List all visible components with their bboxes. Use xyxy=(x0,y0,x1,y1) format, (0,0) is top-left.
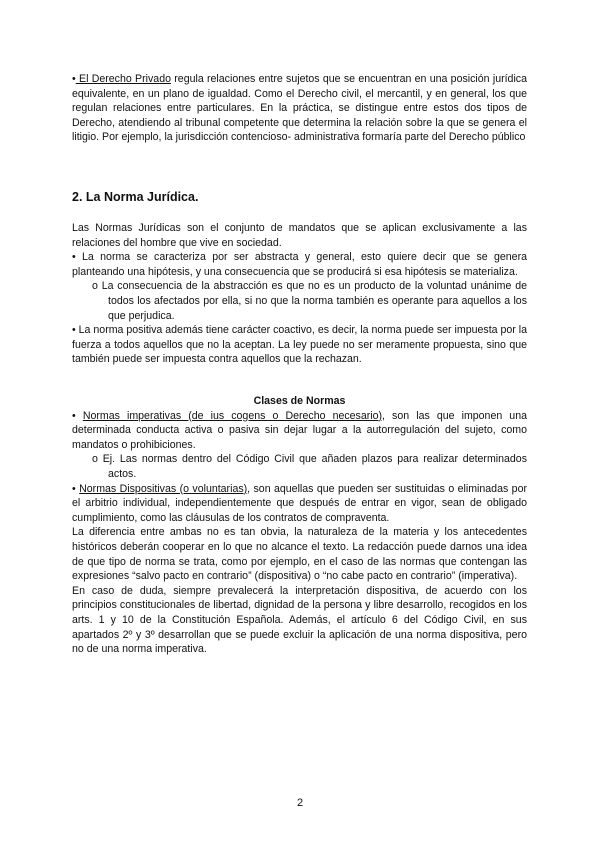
bullet: • xyxy=(72,409,76,422)
bullet-dispositivas xyxy=(72,482,527,526)
bullet: • xyxy=(72,73,76,85)
page-number: 2 xyxy=(296,797,304,809)
dispositivas-text: , son aquellas que pueden ser sustituidas o eliminadas por el arbitrio individual, independientemente que después de entrar en vigor, sean de obligado cumplimiento, como las cláusulas de los contratos de compraventa. xyxy=(72,482,527,524)
derecho-privado-paragraph xyxy=(72,72,527,145)
intro-paragraph: Las Normas Jurídicas son el conjunto de mandatos que se aplican exclusivamente a las relaciones del hombre que vive en sociedad. xyxy=(72,222,527,249)
bullet-imperativas xyxy=(72,409,527,453)
imperativas-text: , son las que imponen una determinada conducta activa o pasiva sin dejar lugar a la autorregulación del sujeto, como mandatos o prohibiciones. xyxy=(72,409,527,451)
duda-paragraph: En caso de duda, siempre prevalecerá la interpretación dispositiva, de acuerdo con los principios constitucionales de libertad, dignidad de la persona y libre desarrollo, recogidos en los arts. 1 y 10 de la Constitución Española. Además, el artículo 6 del Código Civil, en sus apartados 2º y 3º desarrollan que se puede excluir la aplicación de una norma dispositiva, pero no de una norma imperativa. xyxy=(72,584,527,656)
sub-bullet-ejemplo: o Ej. Las normas dentro del Código Civil que añaden plazos para realizar determinados actos. xyxy=(92,453,527,480)
bullet: • xyxy=(72,482,76,495)
derecho-privado-term: El Derecho Privado xyxy=(75,73,171,85)
imperativas-term: Normas imperativas (de ius cogens o Derecho necesario) xyxy=(82,409,383,422)
clases-title: Clases de Normas xyxy=(253,395,346,407)
norma-juridica-body xyxy=(72,221,527,367)
dispositivas-term: Normas Dispositivas (o voluntarias) xyxy=(79,482,248,495)
section-heading: 2. La Norma Jurídica. xyxy=(72,190,199,204)
clases-de-normas-section xyxy=(72,394,527,657)
bullet-coactivo: • La norma positiva además tiene carácter coactivo, es decir, la norma puede ser impuesta por la fuerza a todos aquellos que no la aceptan. La ley puede no ser meramente propuesta, sino que también puede ser impuesta contra aquellos que la rechazan. xyxy=(72,324,527,366)
derecho-privado-text: regula relaciones entre sujetos que se encuentran en una posición jurídica equivalente, en un plano de igualdad. Como el Derecho civil, el mercantil, y en general, los que regulan relaciones entre particulares. En la práctica, se distingue entre estos dos tipos de Derecho, atendiendo al tribunal competente que determina la relación sobre la que se genera el litigio. Por ejemplo, la jurisdicción contencioso- administrativa formaría parte del Derecho público xyxy=(72,73,527,144)
sub-bullet-abstraccion: o La consecuencia de la abstracción es que no es un producto de la voluntad unánime de todos los afectados por ella, si no que la norma también es operante para aquellos a los que perjudica. xyxy=(92,280,527,322)
bullet-abstracta: • La norma se caracteriza por ser abstracta y general, esto quiere decir que se genera planteando una hipótesis, y una consecuencia que se producirá si esa hipótesis se materializa. xyxy=(72,251,527,278)
diferencia-paragraph: La diferencia entre ambas no es tan obvia, la naturaleza de la materia y los antecedentes históricos deberán cooperar en lo que no alcance el texto. La redacción puede darnos una idea de que tipo de norma se trata, como por ejemplo, en el caso de las normas que contengan las expresiones “salvo pacto en contrario” (dispositiva) o “no cabe pacto en contrario” (imperativa). xyxy=(72,526,527,583)
